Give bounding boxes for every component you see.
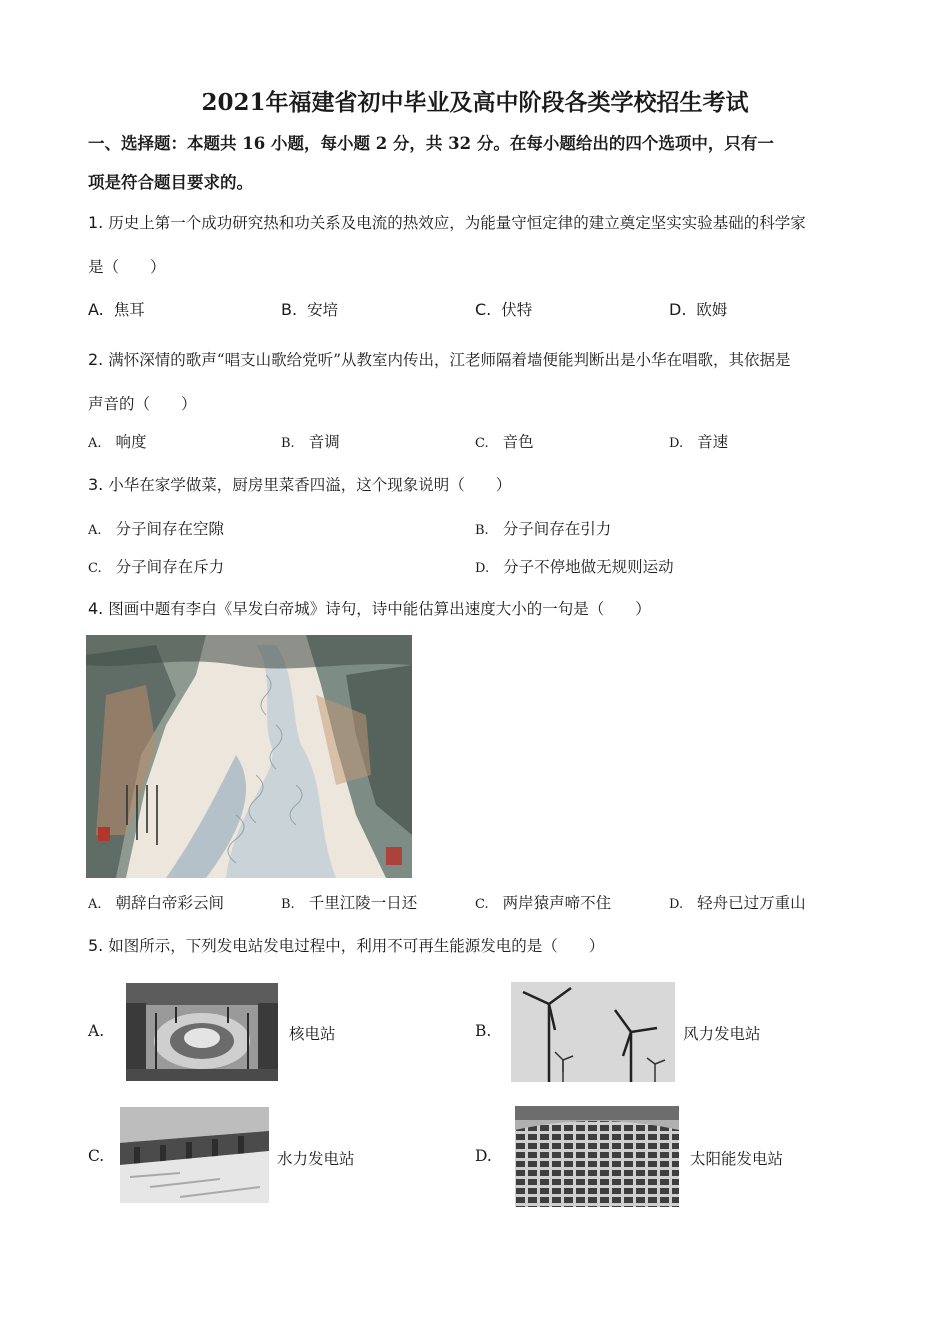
exam-title: 2021年福建省初中毕业及高中阶段各类学校招生考试: [201, 89, 749, 116]
question-1-line2: 是（ ）: [88, 258, 166, 276]
nuclear-power-station-image: [126, 983, 278, 1081]
q4-option-c[interactable]: C. 两岸猿声啼不住: [475, 894, 612, 912]
q4-option-a[interactable]: A. 朝辞白帝彩云间: [88, 894, 225, 912]
question-number: 5.: [88, 936, 104, 955]
question-number: 4.: [88, 599, 104, 618]
question-stem: 小华在家学做菜，厨房里菜香四溢，这个现象说明（ ）: [108, 476, 512, 494]
q1-option-d[interactable]: D. 欧姆: [669, 300, 728, 319]
q5-option-d-label[interactable]: D.: [475, 1147, 492, 1165]
wind-power-station-image: [511, 982, 675, 1082]
question-number: 1.: [88, 213, 104, 232]
landscape-painting-image: [86, 635, 412, 878]
q5-option-c-text[interactable]: 水力发电站: [277, 1150, 355, 1168]
q3-option-b[interactable]: B. 分子间存在引力: [475, 520, 612, 538]
question-2: [88, 348, 791, 370]
section-header-line2: 项是符合题目要求的。: [88, 173, 253, 192]
question-stem: 历史上第一个成功研究热和功关系及电流的热效应，为能量守恒定律的建立奠定坚实实验基础的科学家: [108, 214, 806, 232]
q1-option-c[interactable]: C. 伏特: [475, 300, 533, 319]
q1-option-a[interactable]: A. 焦耳: [88, 300, 145, 319]
q2-option-b[interactable]: B. 音调: [281, 433, 340, 451]
question-stem: 满怀深情的歌声“唱支山歌给党听”从教室内传出，江老师隔着墙便能判断出是小华在唱歌，其依据是: [108, 351, 791, 369]
question-2-line2: 声音的（ ）: [88, 395, 197, 413]
question-3: [88, 473, 511, 495]
q3-option-d[interactable]: D. 分子不停地做无规则运动: [475, 558, 674, 576]
q3-option-a[interactable]: A. 分子间存在空隙: [88, 520, 225, 538]
q4-option-b[interactable]: B. 千里江陵一日还: [281, 894, 418, 912]
question-number: 3.: [88, 475, 104, 494]
question-1: [88, 211, 806, 233]
solar-power-station-image: [515, 1106, 679, 1207]
question-5: [88, 934, 604, 956]
q4-option-d[interactable]: D. 轻舟已过万重山: [669, 894, 806, 912]
q5-option-a-label[interactable]: A.: [88, 1022, 105, 1040]
q1-option-b[interactable]: B. 安培: [281, 300, 339, 319]
q5-option-c-label[interactable]: C.: [88, 1147, 105, 1165]
q5-option-b-text[interactable]: 风力发电站: [683, 1025, 761, 1043]
question-number: 2.: [88, 350, 104, 369]
q5-option-a-text[interactable]: 核电站: [289, 1025, 336, 1043]
q2-option-a[interactable]: A. 响度: [88, 433, 147, 451]
question-4: [88, 597, 651, 619]
hydro-power-station-image: [120, 1107, 269, 1203]
question-stem: 如图所示，下列发电站发电过程中，利用不可再生能源发电的是（ ）: [108, 937, 605, 955]
q3-option-c[interactable]: C. 分子间存在斥力: [88, 558, 225, 576]
q2-option-d[interactable]: D. 音速: [669, 433, 729, 451]
q5-option-b-label[interactable]: B.: [475, 1022, 492, 1040]
q2-option-c[interactable]: C. 音色: [475, 433, 534, 451]
question-stem: 图画中题有李白《早发白帝城》诗句，诗中能估算出速度大小的一句是（ ）: [108, 600, 651, 618]
q5-option-d-text[interactable]: 太阳能发电站: [690, 1150, 784, 1168]
section-header-line1: 一、选择题：本题共 16 小题，每小题 2 分，共 32 分。在每小题给出的四个选项中，只有一: [88, 134, 774, 153]
